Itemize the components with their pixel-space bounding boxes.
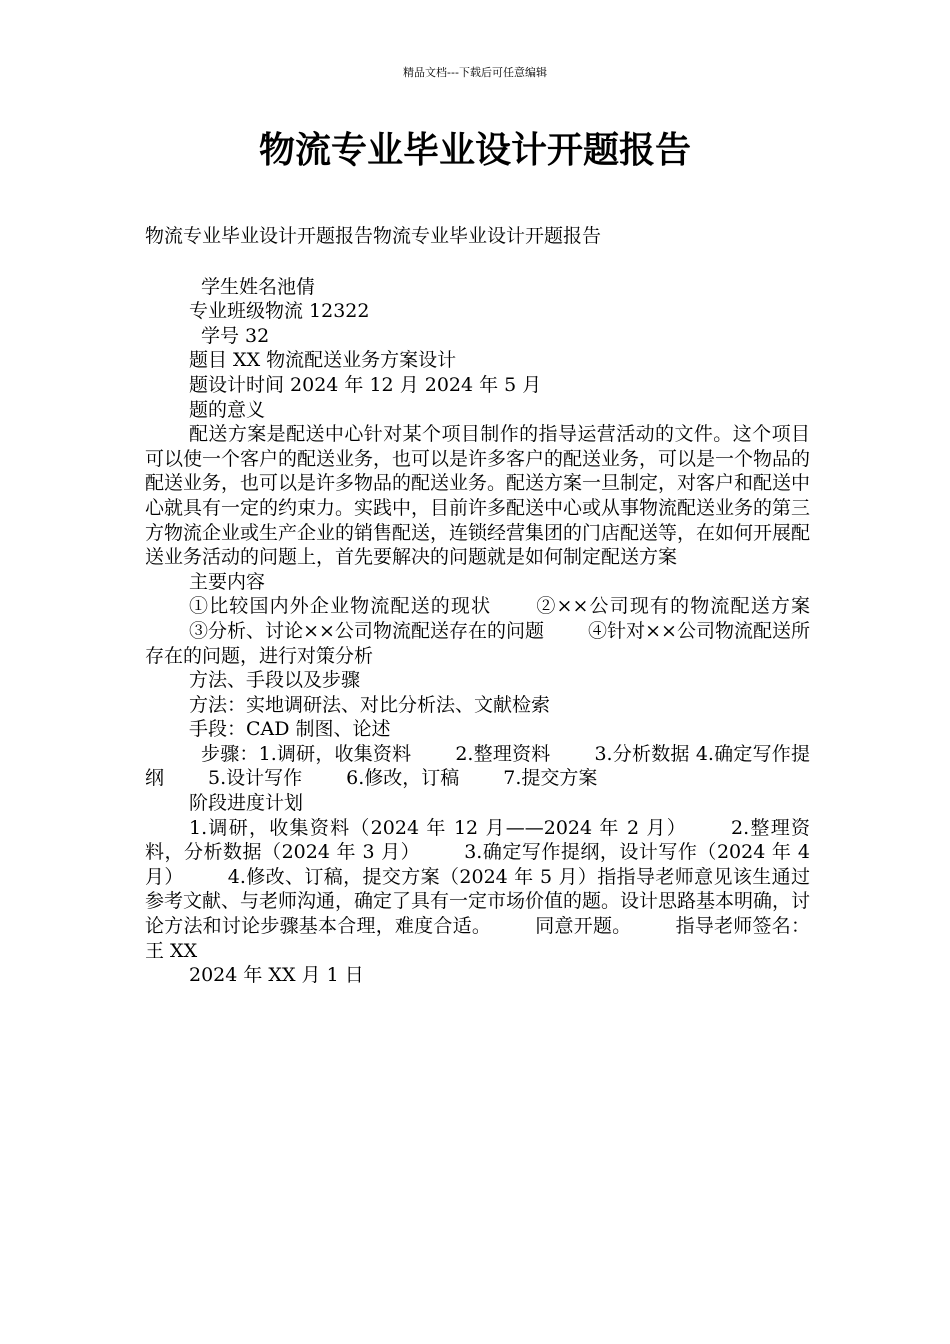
document-subtitle: 物流专业毕业设计开题报告物流专业毕业设计开题报告 bbox=[145, 225, 602, 247]
step-item: 2.整理资料 bbox=[455, 742, 551, 765]
design-time: 题设计时间 2024 年 12 月 2024 年 5 月 bbox=[189, 373, 542, 396]
content-item: ②××公司现有的物流配送方案 bbox=[535, 595, 810, 618]
means: 手段：CAD 制图、论述 bbox=[189, 718, 391, 741]
advisor-signature: 指导老师签名：王 XX bbox=[145, 915, 810, 962]
content-item: ④针对××公司物流配送所存在的问题，进行对策分析 bbox=[145, 619, 811, 667]
significance-heading: 题的意义 bbox=[189, 398, 266, 421]
step-item: 6.修改，订稿 bbox=[346, 767, 460, 790]
document-title: 物流专业毕业设计开题报告 bbox=[258, 130, 691, 171]
significance-text: 配送方案是配送中心针对某个项目制作的指导运营活动的文件。这个项目可以使一个客户的配送业务，也可以是许多客户的配送业务，可以是一个物品的配送业务，也可以是许多物品的配送业务。配送方案一旦制定，对客户和配送中心就具有一定的约束力。实践中，目前许多配送中心或从事物流配送业务的第三方物流企业或生产企业的销售配送，连锁经营集团的门店配送等，在如何开展配送业务活动的问题上，首先要解决的问题就是如何制定配送方案 bbox=[145, 423, 811, 569]
step-item: 3.分析数据 bbox=[594, 742, 690, 765]
content-items bbox=[145, 594, 810, 668]
methods: 方法：实地调研法、对比分析法、文献检索 bbox=[189, 693, 551, 716]
content-item: ①比较国内外企业物流配送的现状 bbox=[189, 595, 492, 618]
schedule-item: 3.确定写作提纲，设计写作（2024 年 4 月） bbox=[145, 841, 810, 888]
document-body bbox=[145, 224, 810, 988]
step-item: 1.调研，收集资料 bbox=[258, 742, 412, 765]
steps-label: 步骤： bbox=[201, 742, 259, 765]
schedule-and-opinion bbox=[145, 816, 810, 964]
schedule-item: 2.整理资料，分析数据（2024 年 3 月） bbox=[145, 816, 810, 864]
document-date: 2024 年 XX 月 1 日 bbox=[189, 964, 364, 987]
step-item: 7.提交方案 bbox=[503, 767, 598, 790]
approval: 同意开题。 bbox=[535, 915, 632, 938]
schedule-item: 4.修改、订稿，提交方案（2024 年 5 月） bbox=[227, 865, 598, 888]
student-name: 学生姓名池倩 bbox=[201, 275, 316, 298]
steps bbox=[145, 742, 810, 791]
advisor-opinion: 指指导老师意见该生通过参考文献、与老师沟通，确定了具有一定市场价值的题。设计思路基本明确，讨论方法和讨论步骤基本合理，难度合适。 bbox=[145, 865, 811, 938]
content-heading: 主要内容 bbox=[189, 570, 266, 593]
student-id: 学号 32 bbox=[201, 324, 270, 347]
content-item: ③分析、讨论××公司物流配送存在的问题 bbox=[189, 619, 545, 642]
student-class: 专业班级物流 12322 bbox=[189, 300, 370, 323]
topic: 题目 XX 物流配送业务方案设计 bbox=[189, 349, 457, 372]
page-header-note: 精品文档---下载后可任意编辑 bbox=[403, 66, 547, 79]
step-item: 4.确定写作提纲 bbox=[145, 742, 810, 790]
schedule-heading: 阶段进度计划 bbox=[189, 792, 304, 815]
step-item: 5.设计写作 bbox=[208, 767, 303, 790]
schedule-item: 1.调研，收集资料（2024 年 12 月——2024 年 2 月） bbox=[189, 816, 688, 839]
method-heading: 方法、手段以及步骤 bbox=[189, 669, 361, 692]
